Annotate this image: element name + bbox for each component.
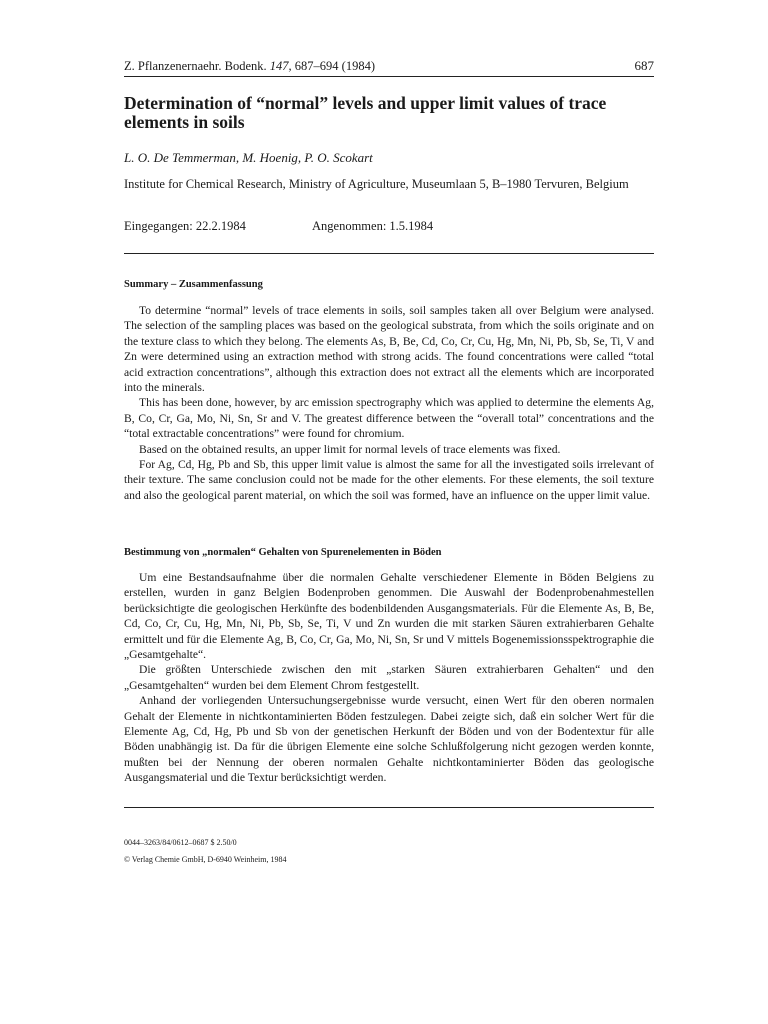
german-heading: Bestimmung von „normalen“ Gehalten von Spurenelementen in Böden (124, 547, 442, 558)
section-rule-bottom (124, 807, 654, 808)
summary-body (124, 303, 654, 503)
article-title: Determination of “normal” levels and upper limit values of trace elements in soils (124, 93, 607, 132)
received-date: Eingegangen: 22.2.1984 (124, 219, 246, 233)
journal-pages: 687–694 (1984) (291, 59, 375, 73)
german-paragraph: Um eine Bestandsaufnahme über die normalen Gehalte verschiedener Elemente in Böden Belgiens zu erstellen, wurden in ganz Belgien Bodenproben genommen. Die Auswahl der Bodenprobenahmestellen berücksichtigte die geologischen Herkünfte des bodenbildenden Ausgangsmaterials. Für die Elemente As, B, Be, Cd, Co, Cr, Cu, Hg, Mn, Ni, Pb, Sb, Se, Ti, V und Zn wurden die mit starken Säuren extrahierbaren Gehalte ermittelt und für die Elemente Ag, B, Co, Cr, Ga, Mo, Ni, Sn, Sr und V mittels Bogenemissionsspektrographie die „Gesamtgehalte“. (124, 571, 654, 662)
accepted-date: Angenommen: 1.5.1984 (312, 219, 434, 233)
german-body (124, 570, 654, 786)
summary-paragraph: Based on the obtained results, an upper limit for normal levels of trace elements was fixed. (139, 442, 561, 456)
author-affiliation: Institute for Chemical Research, Ministry of Agriculture, Museumlaan 5, B–1980 Tervuren, Belgium (124, 177, 629, 191)
german-paragraph: Anhand der vorliegenden Untersuchungsergebnisse wurde versucht, einen Wert für den oberen normalen Gehalt der Elemente in nichtkontaminierten Böden festzulegen. Dabei zeigte sich, daß ein solcher Wert für die Elemente Ag, Cd, Hg, Pb und Sb von der genetischen Herkunft der Böden und von der Bodentextur für alle Böden unabhängig ist. Da für die übrigen Elemente eine solche Schlußfolgerung nicht gezogen werden konnte, mußten bei der Nennung der oberen normalen Gehalte nichtkontaminierter Böden das geologische Ausgangsmaterial und die Textur berücksichtigt werden. (124, 694, 654, 785)
journal-volume: 147, (269, 59, 292, 73)
article-authors: L. O. De Temmerman, M. Hoenig, P. O. Scokart (124, 150, 373, 165)
page-number: 687 (634, 58, 654, 73)
summary-paragraph: To determine “normal” levels of trace elements in soils, soil samples taken all over Belgium were analysed. The selection of the sampling places was based on the geological substrata, from which the soils originate and on the texture class to which they belong. The elements As, B, Be, Cd, Co, Cr, Cu, Hg, Mn, Ni, Pb, Sb, Se, Ti, V and Zn were determined using an extraction method with strong acids. The found concentrations were called “total acid extraction concentrations”, although this extraction does not extract all the elements which are incorporated into the minerals. (124, 304, 654, 395)
summary-paragraph: This has been done, however, by arc emission spectrography which was applied to determine the elements Ag, B, Co, Cr, Ga, Mo, Ni, Sn, Sr and V. The greatest difference between the “overall total” concentrations and the “total extractable concentrations” were found for chromium. (124, 396, 654, 441)
running-head (124, 58, 654, 74)
journal-name: Z. Pflanzenernaehr. Bodenk. (124, 59, 270, 73)
summary-paragraph: For Ag, Cd, Hg, Pb and Sb, this upper limit value is almost the same for all the investigated soils irrelevant of their texture. The same conclusion could not be made for the other elements. For these elements, the soil texture and also the geological parent material, on which the soil was formed, have an influence on the upper limit value. (124, 458, 654, 502)
header-rule (124, 76, 654, 77)
article-code: 0044–3263/84/0612–0687 $ 2.50/0 (124, 838, 237, 847)
journal-citation (124, 59, 375, 74)
article-dates (124, 219, 654, 234)
german-paragraph: Die größten Unterschiede zwischen den mit „starken Säuren extrahierbaren Gehalten“ und den „Gesamtgehalten“ wurden bei dem Element Chrom festgestellt. (124, 663, 654, 692)
copyright-line: © Verlag Chemie GmbH, D-6940 Weinheim, 1984 (124, 855, 287, 864)
section-rule-top (124, 253, 654, 254)
summary-heading: Summary – Zusammenfassung (124, 279, 263, 290)
